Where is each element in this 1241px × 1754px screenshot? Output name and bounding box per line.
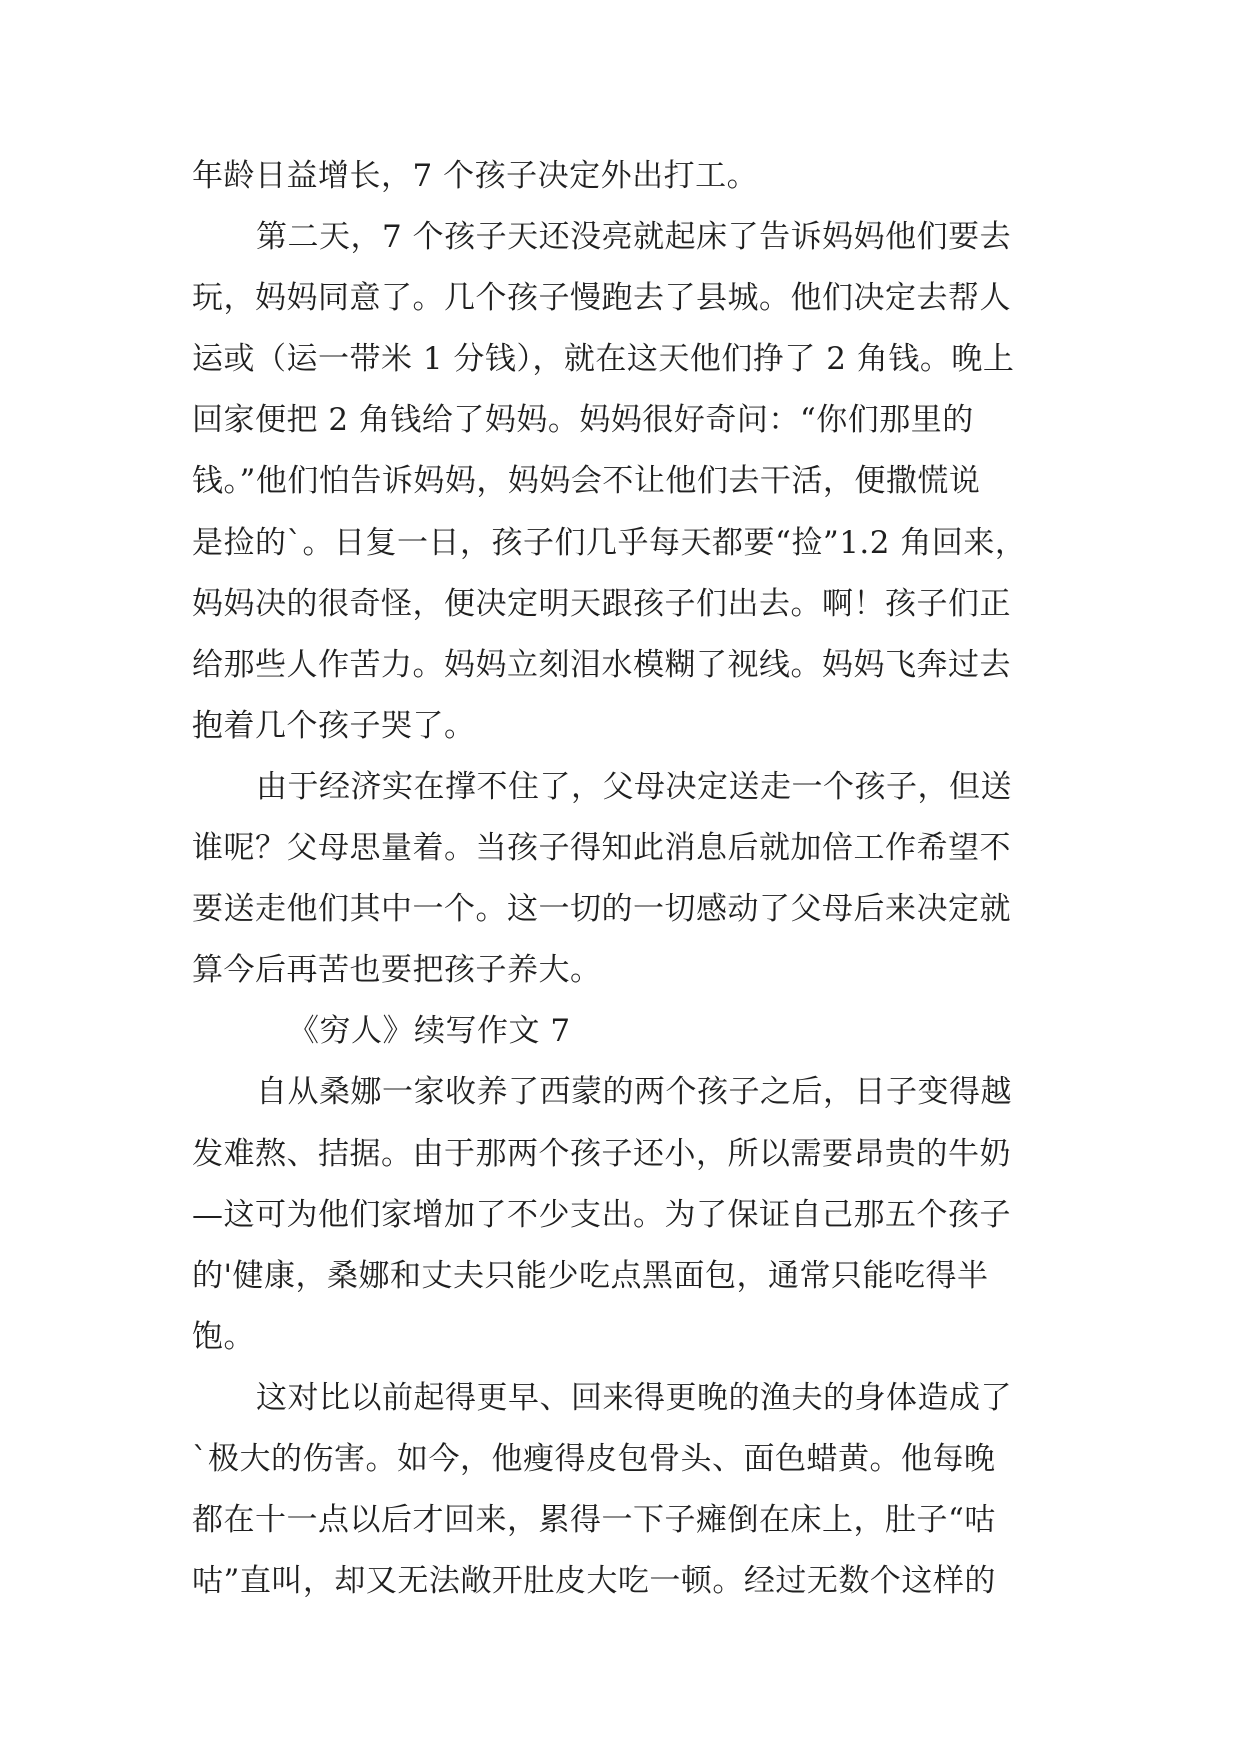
text-line: 是捡的`。日复一日，孩子们几乎每天都要“捡”1.2 角回来，	[192, 524, 1027, 561]
text-line: 由于经济实在撑不住了，父母决定送走一个孩子，但送	[256, 768, 1012, 805]
text-line: 谁呢？父母思量着。当孩子得知此消息后就加倍工作希望不	[192, 830, 1011, 867]
paragraph	[192, 1062, 1049, 1367]
text-line: `极大的伤害。如今，他瘦得皮包骨头、面色蜡黄。他每晚	[192, 1440, 996, 1477]
text-line: 这对比以前起得更早、回来得更晚的渔夫的身体造成了	[256, 1379, 1012, 1416]
paragraph	[192, 1368, 1049, 1612]
paragraph	[192, 757, 1049, 1001]
text-line: 饱。	[192, 1318, 255, 1355]
text-line: 回家便把 2 角钱给了妈妈。妈妈很好奇问：“你们那里的	[192, 402, 974, 439]
text-line: 要送走他们其中一个。这一切的一切感动了父母后来决定就	[192, 891, 1011, 928]
text-line: —这可为他们家增加了不少支出。为了保证自己那五个孩子	[192, 1196, 1011, 1233]
text-line: 都在十一点以后才回来，累得一下子瘫倒在床上，肚子“咕	[192, 1502, 996, 1539]
text-line: 玩，妈妈同意了。几个孩子慢跑去了县城。他们决定去帮人	[192, 280, 1011, 317]
text-line: 的'健康，桑娜和丈夫只能少吃点黑面包，通常只能吃得半	[192, 1257, 989, 1294]
section-title-text: 《穷人》续写作文 7	[288, 1013, 571, 1050]
text-line: 抱着几个孩子哭了。	[192, 707, 476, 744]
text-line: 发难熬、拮据。由于那两个孩子还小，所以需要昂贵的牛奶	[192, 1135, 1011, 1172]
text-line: 咕”直叫，却又无法敞开肚皮大吃一顿。经过无数个这样的	[192, 1563, 996, 1600]
section-title	[192, 1001, 1049, 1062]
text-line: 自从桑娜一家收养了西蒙的两个孩子之后，日子变得越	[256, 1074, 1012, 1111]
text-line: 妈妈决的很奇怪，便决定明天跟孩子们出去。啊！孩子们正	[192, 585, 1011, 622]
text-line: 运或（运一带米 1 分钱），就在这天他们挣了 2 角钱。晚上	[192, 341, 1015, 378]
paragraph	[192, 146, 1049, 207]
paragraph	[192, 207, 1049, 757]
text-line: 给那些人作苦力。妈妈立刻泪水模糊了视线。妈妈飞奔过去	[192, 646, 1011, 683]
text-line: 年龄日益增长，7 个孩子决定外出打工。	[192, 158, 759, 194]
text-line: 算今后再苦也要把孩子养大。	[192, 952, 602, 989]
text-line: 钱。”他们怕告诉妈妈，妈妈会不让他们去干活，便撒慌说	[192, 463, 981, 500]
text-line: 第二天，7 个孩子天还没亮就起床了告诉妈妈他们要去	[256, 219, 1012, 256]
